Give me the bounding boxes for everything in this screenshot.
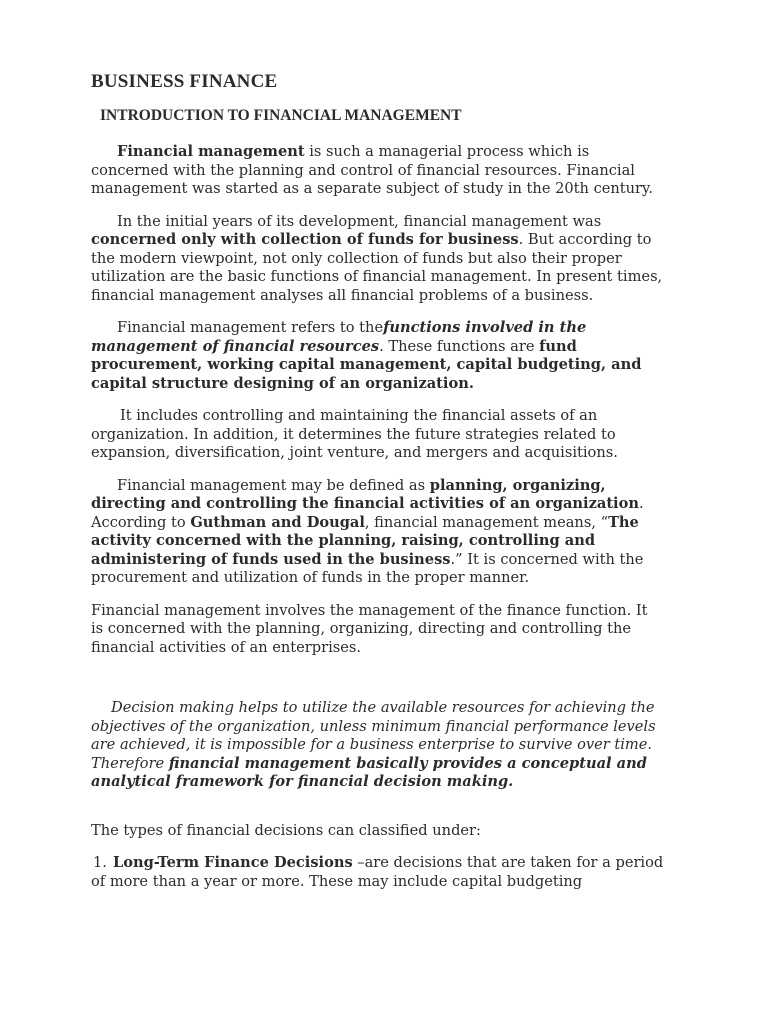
paragraph-6-text: Financial management involves the management of the finance function. It is concerned with the planning, organizing, directing and controlling the financial activities of an enterprises. <box>91 601 648 656</box>
section-heading: INTRODUCTION TO FINANCIAL MANAGEMENT <box>100 107 462 124</box>
spacer <box>91 671 664 699</box>
paragraph-4-text: It includes controlling and maintaining the financial assets of an organization. In addition, it determines the future strategies related to expansion, diversification, joint venture, and mergers and acquisitions. <box>91 407 618 461</box>
spacer <box>91 806 664 822</box>
paragraph-5-bold-b: Guthman and Dougal <box>190 513 365 531</box>
paragraph-5-text-d: .” It is concerned with the procurement and utilization of funds in the proper manner. <box>91 550 644 586</box>
paragraph-1-bold: Financial management <box>117 143 305 160</box>
list-item-text: –are decisions that are taken for a period of more than a year or more. These may include capital budgeting <box>91 854 664 890</box>
paragraph-3-bold: fund procurement, working capital management, capital budgeting, and capital structure designing of an organization. <box>91 337 642 392</box>
paragraph-8-text: The types of financial decisions can classified under: <box>91 821 481 839</box>
paragraph-2-text-a: In the initial years of its development, financial management was <box>117 212 602 230</box>
paragraph-3-bold-italic: functions involved in the management of financial resources <box>91 319 587 355</box>
paragraph-7 <box>91 699 664 792</box>
paragraph-8 <box>91 822 664 841</box>
paragraph-3-text-b: . These functions are <box>379 337 540 355</box>
paragraph-2-text-b: . But according to the modern viewpoint, not only collection of funds but also their proper utilization are the basic functions of financial management. In present times, financial management analyses all financial problems of a business. <box>91 231 663 304</box>
paragraph-5 <box>91 477 664 588</box>
paragraph-5-text-a: Financial management may be defined as <box>117 476 430 494</box>
decision-types-list <box>91 854 664 891</box>
paragraph-4 <box>91 407 664 463</box>
paragraph-1 <box>91 143 664 199</box>
paragraph-6 <box>91 602 664 658</box>
paragraph-7-bold-italic: financial management basically provides a conceptual and analytical framework for financial decision making. <box>91 754 647 790</box>
paragraph-5-bold-c: The activity concerned with the planning, raising, controlling and administering of funds used in the business <box>91 513 639 568</box>
paragraph-7-italic: Decision making helps to utilize the available resources for achieving the objectives of the organization, unless minimum financial performance levels are achieved, it is impossible for a business enterprise to survive over time. Therefore <box>91 699 656 772</box>
list-item <box>91 854 664 891</box>
paragraph-5-bold-a: planning, organizing, directing and controlling the financial activities of an organization <box>91 476 639 512</box>
paragraph-1-text: is such a managerial process which is concerned with the planning and control of financial resources. Financial management was started as a separate subject of study in the 20th century. <box>91 143 653 197</box>
paragraph-2 <box>91 213 664 306</box>
list-item-number: 1. <box>93 854 107 871</box>
paragraph-3 <box>91 319 664 393</box>
paragraph-3-text-a: Financial management refers to the <box>117 319 384 336</box>
paragraph-5-text-b: . According to <box>91 495 644 531</box>
document-title: BUSINESS FINANCE <box>91 71 278 92</box>
paragraph-5-text-c: , financial management means, “ <box>364 513 609 531</box>
list-item-title: Long-Term Finance Decisions <box>113 854 353 871</box>
paragraph-2-bold: concerned only with collection of funds for business <box>91 231 519 248</box>
